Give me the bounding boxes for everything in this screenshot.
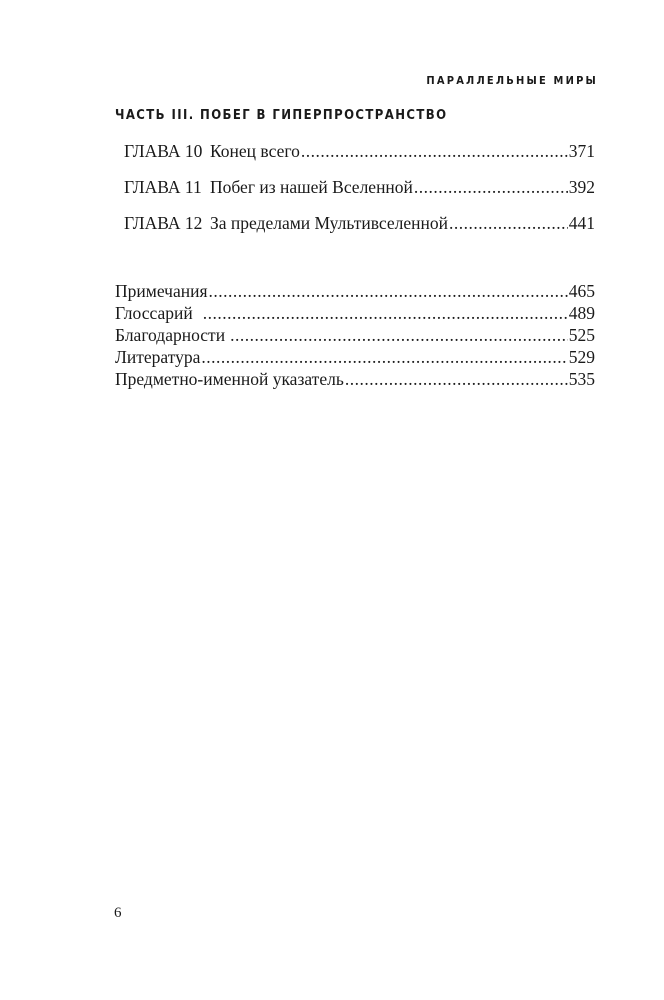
part-heading: ЧАСТЬ III. ПОБЕГ В ГИПЕРПРОСТРАНСТВО <box>115 108 448 123</box>
entry-title: Литература <box>115 347 201 367</box>
chapter-page-number: 371 <box>568 141 595 161</box>
entry-page-number: 489 <box>568 303 595 323</box>
leader-dots <box>345 368 568 390</box>
chapter-title: Побег из нашей Вселенной <box>210 177 413 197</box>
leader-dots <box>230 324 568 346</box>
entry-title: Глоссарий <box>115 303 193 323</box>
leader-dots <box>209 280 568 302</box>
chapter-page-number: 392 <box>568 177 595 197</box>
toc-chapter-entry[interactable] <box>124 140 595 162</box>
toc-back-matter-entry[interactable] <box>115 302 595 324</box>
page-number: 6 <box>114 905 122 921</box>
toc-chapter-entry[interactable] <box>124 212 595 234</box>
chapter-page-number: 441 <box>568 213 595 233</box>
leader-dots <box>449 212 568 234</box>
chapter-label: ГЛАВА 12 <box>124 213 203 233</box>
chapter-label: ГЛАВА 10 <box>124 141 203 161</box>
entry-page-number: 529 <box>568 347 595 367</box>
toc-back-matter-entry[interactable] <box>115 280 595 302</box>
leader-dots <box>201 346 567 368</box>
entry-title: Примечания <box>115 281 208 301</box>
toc-chapter-entry[interactable] <box>124 176 595 198</box>
entry-title: Благодарности <box>115 325 226 345</box>
leader-dots <box>203 302 568 324</box>
toc-back-matter-entry[interactable] <box>115 346 595 368</box>
leader-dots <box>414 176 568 198</box>
toc-back-matter-entry[interactable] <box>115 324 595 346</box>
entry-page-number: 465 <box>568 281 595 301</box>
entry-page-number: 535 <box>568 369 595 389</box>
chapter-title: Конец всего <box>210 141 300 161</box>
leader-dots <box>301 140 568 162</box>
entry-page-number: 525 <box>568 325 595 345</box>
entry-title: Предметно-именной указатель <box>115 369 344 389</box>
chapter-title: За пределами Мультивселенной <box>210 213 448 233</box>
toc-back-matter-entry[interactable] <box>115 368 595 390</box>
running-head: ПАРАЛЛЕЛЬНЫЕ МИРЫ <box>426 74 598 87</box>
chapter-label: ГЛАВА 11 <box>124 177 202 197</box>
